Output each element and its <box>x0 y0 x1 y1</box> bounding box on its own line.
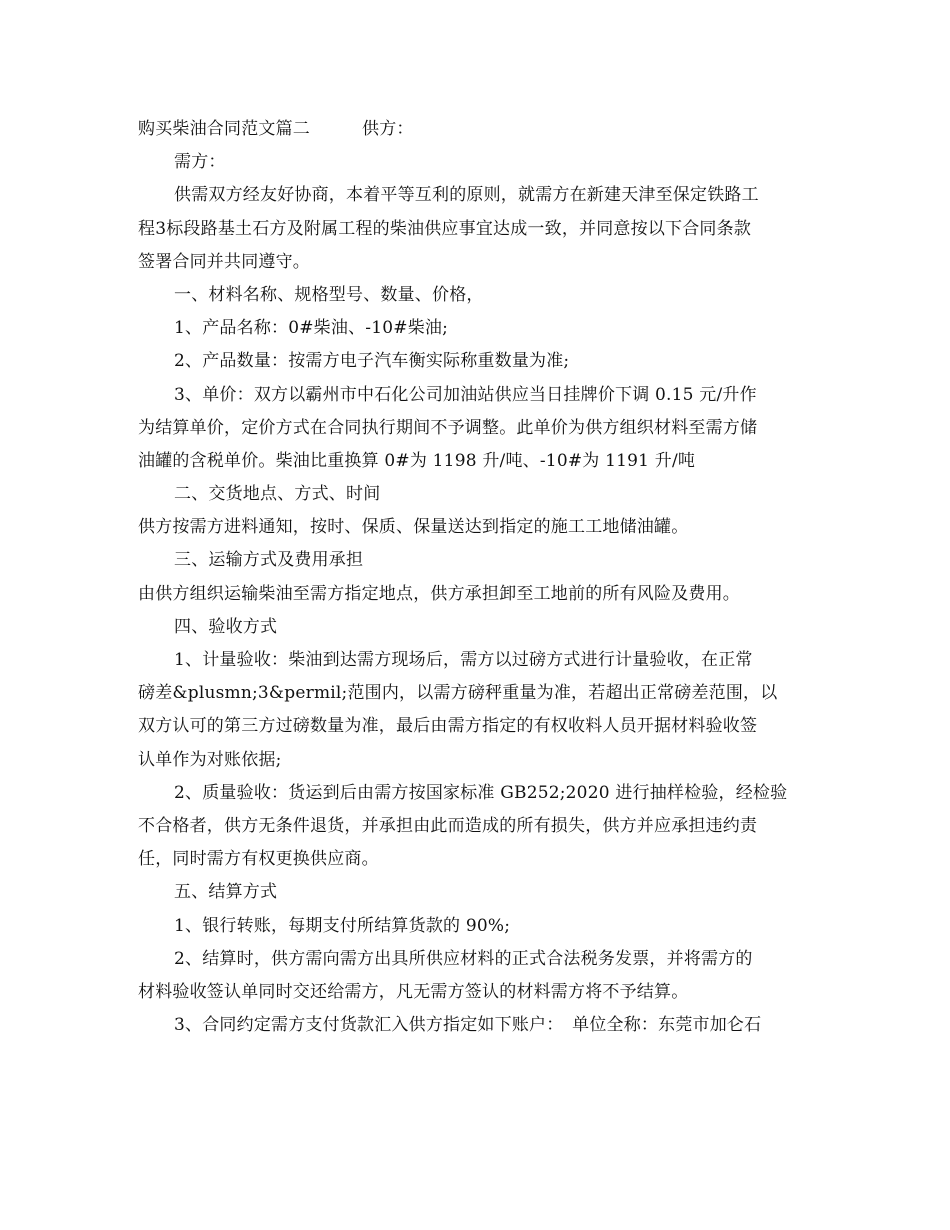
document-title: 购买柴油合同范文篇二 <box>138 119 310 139</box>
paragraph-line: 为结算单价，定价方式在合同执行期间不予调整。此单价为供方组织材料至需方储 <box>138 417 758 438</box>
paragraph-line: 认单作为对账依据; <box>138 749 282 770</box>
paragraph-line: 材料验收签认单同时交还给需方，凡无需方签认的材料需方将不予结算。 <box>138 981 689 1002</box>
paragraph-line: 双方认可的第三方过磅数量为准，最后由需方指定的有权收料人员开据材料验收签 <box>138 716 758 737</box>
paragraph-line: 1、产品名称：0#柴油、-10#柴油; <box>174 318 449 339</box>
title-line <box>138 113 818 146</box>
section-heading: 三、运输方式及费用承担 <box>174 550 364 571</box>
paragraph-line: 不合格者，供方无条件退货，并承担由此而造成的所有损失，供方并应承担违约责 <box>138 815 758 836</box>
paragraph-line: 供方按需方进料通知，按时、保质、保量送达到指定的施工工地储油罐。 <box>138 517 689 538</box>
paragraph-line: 1、计量验收：柴油到达需方现场后，需方以过磅方式进行计量验收，在正常 <box>174 650 753 670</box>
paragraph-line: 3、合同约定需方支付货款汇入供方指定如下账户： 单位全称：东莞市加仑石 <box>174 1015 762 1036</box>
paragraph-line: 供需双方经友好协商，本着平等互利的原则，就需方在新建天津至保定铁路工 <box>174 185 759 206</box>
paragraph-line: 油罐的含税单价。柴油比重换算 0#为 1198 升/吨、-10#为 1191 升/吨 <box>138 450 696 471</box>
paragraph-line: 程3标段路基土石方及附属工程的柴油供应事宜达成一致，并同意按以下合同条款 <box>138 218 752 239</box>
paragraph-line: 磅差&plusmn;3&permil;范围内，以需方磅秤重量为准，若超出正常磅差范围，以 <box>138 683 778 704</box>
paragraph-line: 2、结算时，供方需向需方出具所供应材料的正式合法税务发票，并将需方的 <box>174 948 753 969</box>
paragraph-line: 签署合同并共同遵守。 <box>138 251 310 272</box>
paragraph-line: 1、银行转账，每期支付所结算货款的 90%; <box>174 915 511 936</box>
section-heading: 五、结算方式 <box>174 882 278 903</box>
paragraph-line: 2、质量验收：货运到后由需方按国家标准 GB252;2020 进行抽样检验，经检验 <box>174 782 788 803</box>
section-heading: 四、验收方式 <box>174 616 278 637</box>
contract-text <box>138 113 818 1042</box>
paragraph-line: 由供方组织运输柴油至需方指定地点，供方承担卸至工地前的所有风险及费用。 <box>138 583 740 604</box>
paragraph-line: 3、单价：双方以霸州市中石化公司加油站供应当日挂牌价下调 0.15 元/升作 <box>174 384 757 405</box>
buyer-label: 需方： <box>174 152 226 173</box>
section-heading: 二、交货地点、方式、时间 <box>174 484 381 505</box>
paragraph-line: 2、产品数量：按需方电子汽车衡实际称重数量为准; <box>174 351 570 372</box>
supplier-label: 供方： <box>362 119 414 139</box>
paragraph-line: 任，同时需方有权更换供应商。 <box>138 849 379 870</box>
section-heading: 一、材料名称、规格型号、数量、价格， <box>174 284 484 305</box>
